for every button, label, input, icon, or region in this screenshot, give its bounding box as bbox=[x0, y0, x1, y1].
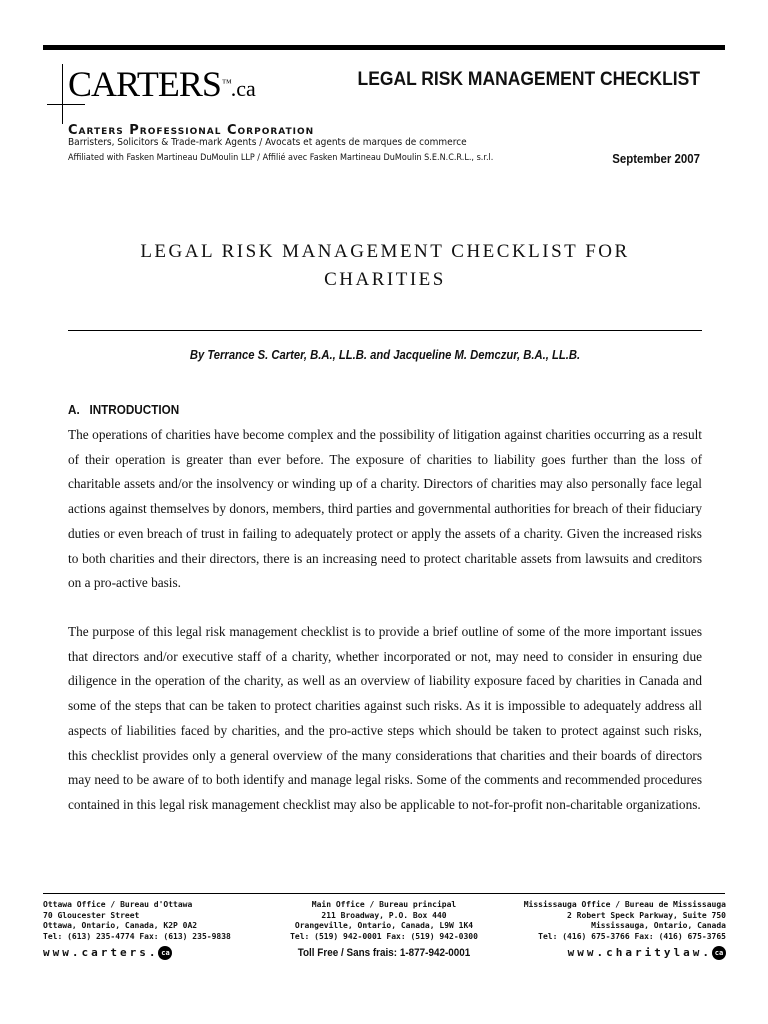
ca-badge-icon: ca bbox=[158, 946, 172, 960]
title-line-1: LEGAL RISK MANAGEMENT CHECKLIST FOR bbox=[140, 241, 630, 262]
logo-crosshair-vertical bbox=[62, 64, 63, 124]
paragraph-1: The operations of charities have become complex and the possibility of litigation against charities occurring as a result of their operation is greater than ever before. The exposure of charities to liability goes further than the loss of charitable assets and/or the insolvency or winding up of a charity. Directors of charities may also personally face legal actions against themselves by donors, members, third parties and governmental authorities for breach of their fiduciary duties or even breach of trust in failing to adequately protect or apply the assets of a charity. Given the increased risks to both charities and their directors, there is an increasing need to protect charitable assets from lawsuits and creditors on a pro-active basis. bbox=[68, 427, 702, 591]
logo-tm: ™ bbox=[221, 78, 231, 89]
title-divider bbox=[68, 330, 702, 331]
firm-name: Carters Professional Corporation bbox=[68, 123, 315, 138]
carters-url: www.carters. bbox=[43, 946, 159, 959]
top-rule bbox=[43, 45, 725, 50]
main-address: 211 Broadway, P.O. Box 440 bbox=[321, 910, 447, 920]
publication-date: September 2007 bbox=[612, 151, 700, 166]
charitylaw-website-link[interactable] bbox=[520, 946, 726, 960]
mississauga-address: 2 Robert Speck Parkway, Suite 750 bbox=[567, 910, 726, 920]
footer-divider bbox=[43, 893, 725, 894]
ottawa-city: Ottawa, Ontario, Canada, K2P 0A2 bbox=[43, 921, 198, 930]
ca-badge-icon: ca bbox=[712, 946, 726, 960]
mississauga-city: Mississauga, Ontario, Canada bbox=[591, 921, 726, 930]
main-heading: Main Office / Bureau principal bbox=[311, 900, 457, 909]
toll-free-number[interactable]: Toll Free / Sans frais: 1-877-942-0001 bbox=[297, 947, 471, 959]
byline: By Terrance S. Carter, B.A., LL.B. and Jacqueline M. Demczur, B.A., LL.B. bbox=[189, 348, 581, 362]
main-city: Orangeville, Ontario, Canada, L9W 1K4 bbox=[294, 921, 474, 930]
ottawa-heading: Ottawa Office / Bureau d'Ottawa bbox=[43, 900, 193, 909]
main-phone: Tel: (519) 942-0001 Fax: (519) 942-0300 bbox=[290, 931, 478, 941]
ottawa-address: 70 Gloucester Street bbox=[43, 910, 140, 920]
document-title bbox=[68, 238, 702, 294]
charitylaw-url: www.charitylaw. bbox=[567, 946, 712, 959]
header-title: LEGAL RISK MANAGEMENT CHECKLIST bbox=[357, 69, 700, 90]
title-line-2: CHARITIES bbox=[324, 269, 446, 290]
carters-website-link[interactable] bbox=[43, 946, 172, 960]
ottawa-phone: Tel: (613) 235-4774 Fax: (613) 235-9838 bbox=[43, 931, 231, 941]
firm-subtitle: Barristers, Solicitors & Trade-mark Agents / Avocats et agents de marques de commerce bbox=[68, 137, 467, 148]
section-heading: A. INTRODUCTION bbox=[68, 402, 180, 417]
mississauga-phone: Tel: (416) 675-3766 Fax: (416) 675-3765 bbox=[538, 931, 726, 941]
firm-affiliation: Affiliated with Fasken Martineau DuMoulin LLP / Affilié avec Fasken Martineau DuMoulin S.E.N.C.R.L., s.r.l. bbox=[68, 153, 494, 163]
mississauga-heading: Mississauga Office / Bureau de Mississauga bbox=[523, 900, 726, 909]
carters-logo[interactable] bbox=[68, 64, 256, 109]
paragraph-2: The purpose of this legal risk management checklist is to provide a brief outline of some of the more important issues that directors and/or executive staff of a charity, whether incorporated or not, may need to consider in ensuring due diligence in the operation of the charity, as well as an overview of liability exposure faced by charities in Canada and some of the steps that can be taken to protect charities against such risks. As it is impossible to adequately address all aspects of liabilities faced by charities, and the pro-active steps which should be taken to protect against such risks, this checklist provides only a general overview of the many considerations that charities and their boards of directors may need to be aware of to both identify and manage legal risks. Some of the comments and recommended procedures contained in this legal risk management checklist may also be applicable to not-for-profit non-charitable organizations. bbox=[68, 624, 702, 812]
logo-suffix: .ca bbox=[230, 76, 256, 101]
footer-ottawa-office bbox=[43, 900, 231, 942]
footer-mississauga-office bbox=[470, 900, 726, 942]
logo-main: CARTERS bbox=[68, 64, 221, 104]
